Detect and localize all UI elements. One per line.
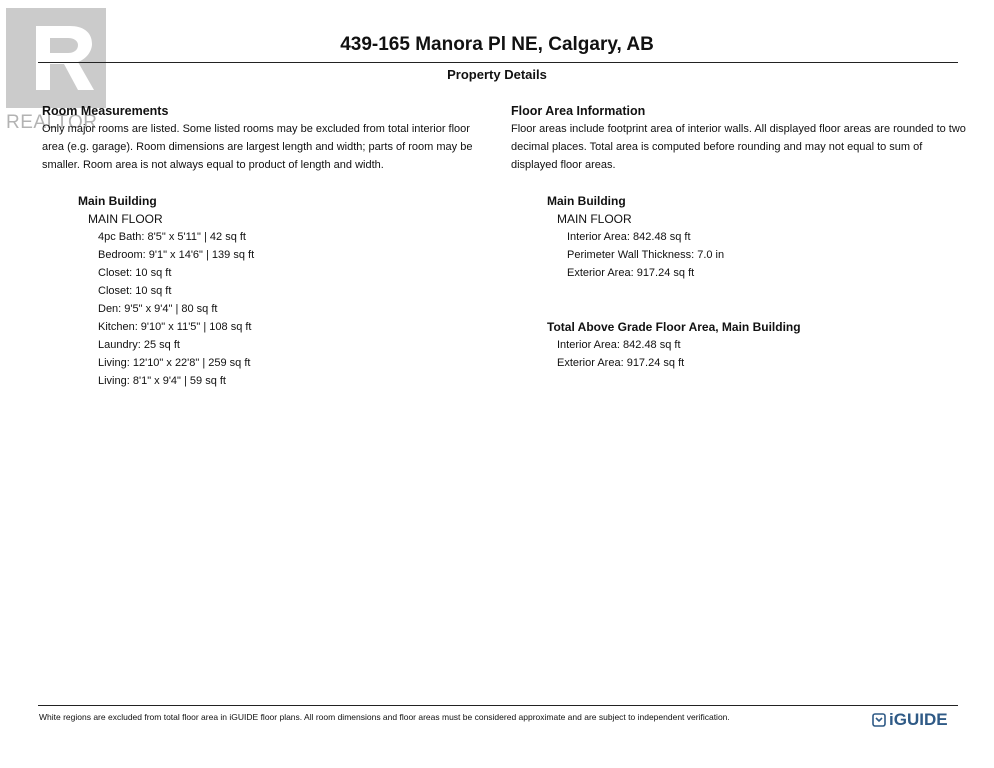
iguide-logo-text: iGUIDE	[889, 710, 948, 729]
building-name: Main Building	[547, 194, 626, 208]
room-measurements-note: Only major rooms are listed. Some listed rooms may be excluded from total interior floor area (e.g. garage). Room dimensions are largest length and width; parts of room may be smaller. Room area is not always equal to product of length and width.	[42, 123, 473, 171]
room-measurements-section	[42, 103, 492, 390]
iguide-logo-icon	[872, 713, 886, 727]
floor-area-section	[511, 103, 966, 372]
area-item: Perimeter Wall Thickness: 7.0 in	[567, 249, 725, 261]
footer-disclaimer: White regions are excluded from total floor area in iGUIDE floor plans. All room dimensions and floor areas must be considered approximate and are subject to independent verification.	[39, 712, 730, 722]
total-area-heading: Total Above Grade Floor Area, Main Building	[547, 320, 801, 334]
header-divider	[38, 62, 958, 63]
room-measurements-heading: Room Measurements	[42, 104, 169, 118]
page-title: 439-165 Manora Pl NE, Calgary, AB	[340, 34, 654, 55]
building-name: Main Building	[78, 194, 157, 208]
area-item: Interior Area: 842.48 sq ft	[567, 231, 691, 243]
floor-name: MAIN FLOOR	[88, 212, 163, 226]
total-area-item: Interior Area: 842.48 sq ft	[557, 339, 681, 351]
room-item: Bedroom: 9'1" x 14'6" | 139 sq ft	[98, 249, 255, 261]
footer-divider	[38, 705, 958, 706]
room-item: Laundry: 25 sq ft	[98, 339, 180, 351]
watermark-text: REALTOR	[6, 112, 98, 133]
room-item: Living: 8'1" x 9'4" | 59 sq ft	[98, 375, 226, 387]
floor-area-note: Floor areas include footprint area of interior walls. All displayed floor areas are rounded to two decimal places. Total area is computed before rounding and may not equal to sum of displayed floor areas.	[511, 123, 966, 171]
room-item: Closet: 10 sq ft	[98, 285, 172, 297]
room-item: Kitchen: 9'10" x 11'5" | 108 sq ft	[98, 321, 252, 333]
room-item: Closet: 10 sq ft	[98, 267, 172, 279]
room-item: Den: 9'5" x 9'4" | 80 sq ft	[98, 303, 218, 315]
floor-area-heading: Floor Area Information	[511, 104, 646, 118]
total-area-item: Exterior Area: 917.24 sq ft	[557, 357, 685, 369]
floor-name: MAIN FLOOR	[557, 212, 632, 226]
iguide-logo	[872, 709, 948, 731]
room-item: Living: 12'10" x 22'8" | 259 sq ft	[98, 357, 251, 369]
page-subtitle: Property Details	[447, 67, 547, 82]
area-item: Exterior Area: 917.24 sq ft	[567, 267, 695, 279]
room-item: 4pc Bath: 8'5" x 5'11" | 42 sq ft	[98, 231, 246, 243]
